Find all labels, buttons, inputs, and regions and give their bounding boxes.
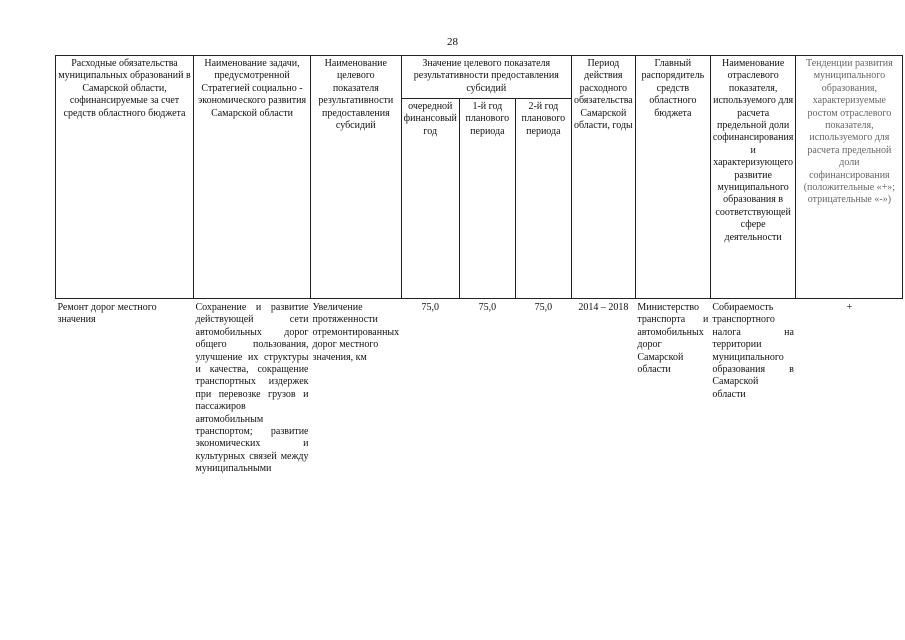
header-target-value-group: Значение целевого показателя результативности предоставления субсидий bbox=[401, 56, 571, 99]
cell-value-plan1: 75,0 bbox=[478, 302, 497, 313]
cell-obligation: Ремонт дорог местного значения bbox=[57, 302, 157, 326]
header-plan-year-1: 1-й год планового периода bbox=[459, 99, 515, 299]
cell-value-plan2: 75,0 bbox=[534, 302, 553, 313]
header-current-year: очередной финансовый год bbox=[401, 99, 459, 299]
header-indicator: Наименование целевого показателя результативности предоставления субсидий bbox=[311, 56, 402, 299]
cell-value-current: 75,0 bbox=[421, 302, 439, 313]
cell-trend: + bbox=[846, 302, 853, 313]
cell-period: 2014 – 2018 bbox=[578, 302, 629, 313]
header-sector-indicator: Наименование отраслевого показателя, используемого для расчета предельной доли софинансирования и характеризующего развитие муниципального образования в соответствующей сфере деятельности bbox=[710, 56, 796, 299]
cell-indicator: Увеличение протяженности отремонтированных дорог местного значения, км bbox=[312, 302, 400, 363]
header-plan-year-2: 2-й год планового периода bbox=[515, 99, 571, 299]
subsidy-table bbox=[55, 55, 903, 479]
cell-administrator: Министерство транспорта и автомобильных дорог Самарской области bbox=[637, 302, 709, 376]
header-period: Период действия расходного обязательства Самарской области, годы bbox=[571, 56, 635, 299]
page-number: 28 bbox=[447, 36, 458, 48]
cell-sector-indicator: Собираемость транспортного налога на территории муниципального образования в Самарской области bbox=[712, 302, 794, 400]
header-obligations: Расходные обязательства муниципальных образований в Самарской области, софинансируемые за счет средств областного бюджета bbox=[56, 56, 194, 299]
cell-task: Сохранение и развитие действующей сети автомобильных дорог общего пользования, улучшение их структуры и качества, сокращение транспортных издержек при перевозке грузов и пассажиров автомобильным транспортом; развитие экономических и культурных связей между муниципальными bbox=[195, 302, 309, 475]
header-task: Наименование задачи, предусмотренной Стратегией социально - экономического развития Самарской области bbox=[194, 56, 311, 299]
header-administrator: Главный распорядитель средств областного бюджета bbox=[635, 56, 710, 299]
header-trend: Тенденции развития муниципального образования, характеризуемые ростом отраслевого показателя, используемого для расчета предельной доли софинансирования (положительные «+»; отрицательные «-») bbox=[796, 56, 903, 299]
table-row bbox=[56, 299, 903, 479]
